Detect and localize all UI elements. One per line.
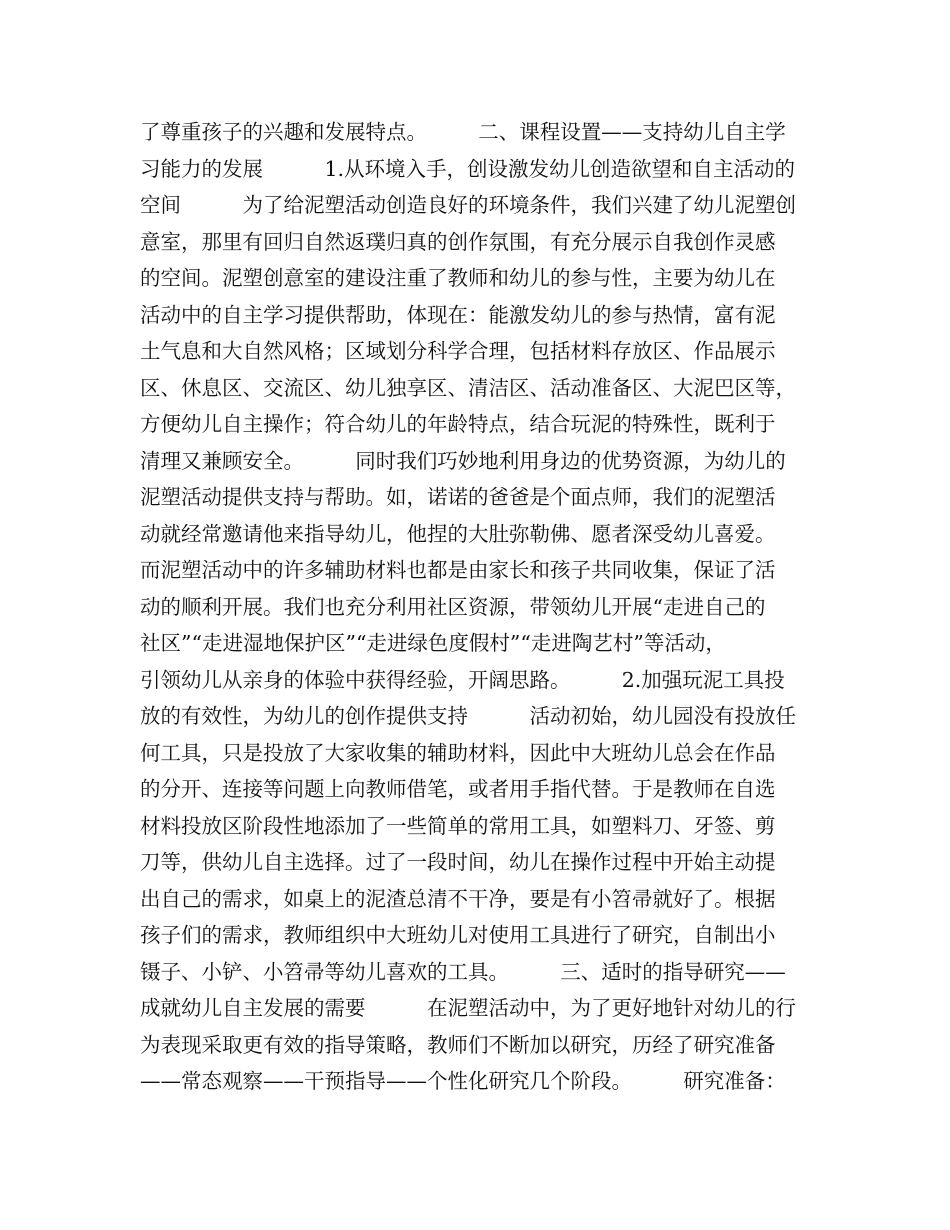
text-line: 动就经常邀请他来指导幼儿，他捏的大肚弥勒佛、愿者深受幼儿喜爱。 [140, 521, 776, 546]
text-line: 材料投放区阶段性地添加了一些简单的常用工具，如塑料刀、牙签、剪 [140, 813, 776, 838]
text-line: 社区”“走进湿地保护区”“走进绿色度假村”“走进陶艺村”等活动， [140, 631, 726, 655]
text-line: 镊子、小铲、小笤帚等幼儿喜欢的工具。 三、适时的指导研究—— [140, 959, 786, 984]
text-line: 成就幼儿自主发展的需要 在泥塑活动中，为了更好地针对幼儿的行 [140, 996, 796, 1020]
text-line: 清理又兼顾安全。 同时我们巧妙地利用身边的优势资源，为幼儿的 [140, 448, 786, 473]
text-line: 放的有效性，为幼儿的创作提供支持 活动初始，幼儿园没有投放任 [140, 704, 796, 728]
text-line: 活动中的自主学习提供帮助，体现在：能激发幼儿的参与热情，富有泥 [140, 302, 776, 327]
text-line: ——常态观察——干预指导——个性化研究几个阶段。 研究准备： [140, 1069, 786, 1093]
text-line: 为表现采取更有效的指导策略，教师们不断加以研究，历经了研究准备 [140, 1032, 776, 1057]
text-line: 泥塑活动提供支持与帮助。如，诺诺的爸爸是个面点师，我们的泥塑活 [140, 485, 776, 509]
text-line: 空间 为了给泥塑活动创造良好的环境条件，我们兴建了幼儿泥塑创 [140, 193, 796, 217]
text-line: 何工具，只是投放了大家收集的辅助材料，因此中大班幼儿总会在作品 [140, 740, 776, 765]
text-line: 方便幼儿自主操作；符合幼儿的年龄特点，结合玩泥的特殊性，既利于 [140, 412, 776, 436]
text-line: 土气息和大自然风格；区域划分科学合理，包括材料存放区、作品展示 [140, 339, 776, 363]
text-line: 孩子们的需求，教师组织中大班幼儿对使用工具进行了研究，自制出小 [140, 923, 776, 947]
text-line: 区、休息区、交流区、幼儿独享区、清洁区、活动准备区、大泥巴区等， [140, 375, 796, 400]
text-line: 刀等，供幼儿自主选择。过了一段时间，幼儿在操作过程中开始主动提 [140, 850, 776, 874]
text-line: 引领幼儿从亲身的体验中获得经验，开阔思路。 2.加强玩泥工具投 [140, 667, 785, 692]
text-line: 的空间。泥塑创意室的建设注重了教师和幼儿的参与性，主要为幼儿在 [140, 266, 776, 290]
text-line: 而泥塑活动中的许多辅助材料也都是由家长和孩子共同收集，保证了活 [140, 558, 776, 582]
text-line: 意室，那里有回归自然返璞归真的创作氛围，有充分展示自我创作灵感 [140, 229, 776, 254]
body-text [140, 114, 830, 1100]
text-line: 动的顺利开展。我们也充分利用社区资源，带领幼儿开展“走进自己的 [140, 594, 766, 619]
text-line: 了尊重孩子的兴趣和发展特点。 二、课程设置——支持幼儿自主学 [140, 120, 786, 144]
text-line: 习能力的发展 1.从环境入手，创设激发幼儿创造欲望和自主活动的 [140, 156, 796, 181]
text-line: 出自己的需求，如桌上的泥渣总清不干净，要是有小笤帚就好了。根据 [140, 886, 776, 911]
text-line: 的分开、连接等问题上向教师借笔，或者用手指代替。于是教师在自选 [140, 777, 776, 801]
